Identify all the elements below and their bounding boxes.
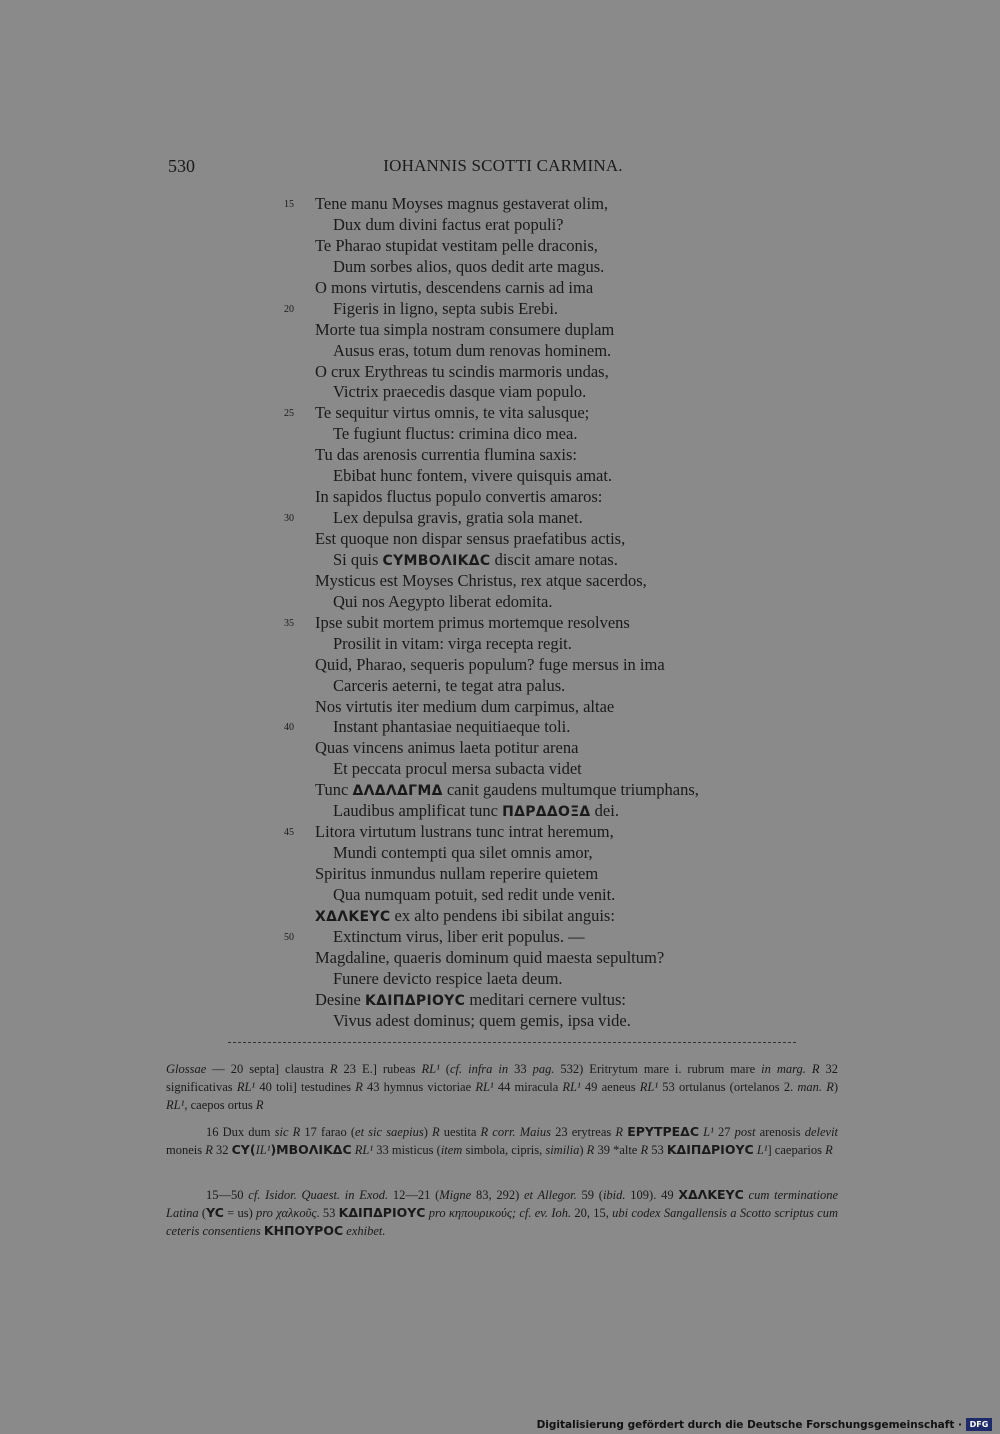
text-run: 59 ( [576, 1188, 603, 1202]
verse-line [0, 362, 1000, 383]
verse-text [315, 236, 598, 257]
italic-text: RL¹ [236, 1080, 256, 1095]
text-run: , caepos ortus [184, 1098, 256, 1113]
verse-line [0, 717, 1000, 738]
greek-word: ΔΛΔΛΔΓΜΔ [352, 783, 443, 800]
text-run: Ausus eras, totum dum renovas hominem. [333, 340, 612, 360]
greek-word: ΠΔΡΔΔΟΞΔ [502, 804, 591, 821]
italic-text: RL¹ [562, 1080, 581, 1095]
page-footer [0, 1414, 1000, 1434]
italic-text: L¹ [703, 1125, 714, 1139]
text-run: O crux Erythreas tu scindis marmoris undas, [315, 361, 609, 381]
verse-line [0, 738, 1000, 759]
text-run: 109). 49 [625, 1188, 679, 1202]
verse-line [0, 948, 1000, 969]
italic-text: R corr. Maius [480, 1125, 551, 1139]
verse-line [0, 1011, 1000, 1032]
italic-text: R [825, 1143, 833, 1158]
text-run: Spiritus inmundus nullam reperire quietem [315, 864, 599, 883]
verse-line [0, 634, 1000, 655]
verse-line [0, 508, 1000, 529]
italic-text: pro κηπουρικούς; cf. ev. Ioh. [428, 1206, 572, 1221]
verse-line [0, 927, 1000, 948]
text-run: 43 hymnus victoriae [362, 1080, 476, 1095]
text-run: 16 Dux dum [206, 1125, 275, 1139]
text-run: Funere devicto respice laeta deum. [333, 968, 563, 988]
text-run: Nos virtutis iter medium dum carpimus, altae [315, 696, 615, 716]
verse-text [333, 927, 585, 948]
text-run: Te sequitur virtus omnis, te vita salusque; [315, 403, 590, 423]
text-run: Qua numquam potuit, sed redit unde venit. [333, 884, 616, 904]
verse-text [333, 257, 604, 278]
verse-line [0, 257, 1000, 278]
verse-line [0, 382, 1000, 403]
verse-text [315, 990, 626, 1012]
italic-text: in marg. R [761, 1062, 820, 1076]
text-run: Instant phantasiae nequitiaeque toli. [333, 717, 571, 737]
verse-line [0, 529, 1000, 550]
italic-text: pag. [532, 1062, 555, 1076]
footnote-separator [228, 1042, 796, 1043]
text-run: Litora virtutum lustrans tunc intrat heremum, [315, 822, 614, 842]
verse-line [0, 320, 1000, 341]
text-run: 23 erytreas [550, 1125, 616, 1139]
verse-line [0, 487, 1000, 508]
verse-text [315, 320, 614, 341]
line-number: 45 [284, 827, 294, 839]
text-run: Qui nos Aegypto liberat edomita. [333, 591, 553, 611]
italic-text: R [586, 1143, 595, 1158]
text-run: ( [439, 1062, 450, 1076]
verse-text [315, 487, 602, 508]
italic-text: cf. infra in [449, 1062, 509, 1076]
verse-line [0, 571, 1000, 592]
italic-text: delevit [804, 1125, 839, 1139]
text-run: Tu das arenosis currentia flumina saxis: [315, 445, 577, 465]
text-run: Tunc [315, 780, 353, 800]
text-run: Prosilit in vitam: virga recepta regit. [333, 633, 572, 653]
apparatus-paragraph [166, 1186, 838, 1241]
verse-line [0, 424, 1000, 445]
text-run: canit gaudens multumque triumphans, [442, 780, 699, 800]
verse-line [0, 655, 1000, 676]
text-run: 32 [212, 1143, 232, 1158]
text-run: 23 E.] rubeas [337, 1062, 422, 1076]
verse-text [315, 571, 647, 592]
text-run: uestita [439, 1125, 481, 1139]
text-run: 20, 15, [571, 1206, 613, 1221]
verse-line [0, 822, 1000, 843]
verse-text [333, 759, 582, 780]
verse-text [333, 341, 611, 362]
greek-word: ΚΔΙΠΔΡΙΟΥC [338, 1205, 426, 1221]
dfg-logo: DFG [966, 1418, 992, 1431]
text-run: 44 miracula [493, 1080, 563, 1095]
verse-text [333, 969, 563, 990]
line-number: 40 [284, 722, 294, 734]
line-number: 30 [284, 513, 294, 525]
verse-text [315, 864, 598, 885]
italic-text: RL¹ [166, 1098, 185, 1113]
text-run: Si quis [333, 549, 383, 569]
text-run: O mons virtutis, descendens carnis ad ima [315, 277, 594, 297]
italic-text: pro [256, 1206, 273, 1221]
verse-text [315, 780, 699, 802]
text-run: Te Pharao stupidat vestitam pelle draconis, [315, 235, 598, 255]
greek-word: XΔΛΚΕΥC [315, 908, 391, 925]
italic-text: sic R [274, 1125, 301, 1139]
apparatus-paragraph [166, 1123, 838, 1159]
text-run: 83, 292) [471, 1188, 524, 1202]
greek-word: YC [206, 1205, 224, 1221]
text-run: ) [579, 1143, 587, 1158]
verse-line [0, 445, 1000, 466]
text-run: 17 farao ( [300, 1125, 356, 1139]
verse-text [333, 634, 572, 655]
verse-line [0, 780, 1000, 801]
text-run: Mundi contempti qua silet omnis amor, [333, 843, 593, 863]
greek-word: ΚΗΠΟΥΡΟC [263, 1223, 344, 1239]
verse-line [0, 194, 1000, 215]
text-run: Morte tua simpla nostram consumere duplam [315, 319, 615, 339]
greek-word: ΕΡΥΤΡΕΔC [627, 1124, 700, 1139]
text-run: moneis [166, 1143, 206, 1158]
verse-text [315, 655, 665, 676]
text-run: Te fugiunt fluctus: crimina dico mea. [333, 424, 578, 444]
verse-line [0, 403, 1000, 424]
italic-text: IL¹ [255, 1143, 271, 1158]
italic-text: R [640, 1143, 649, 1158]
text-run: = us) [223, 1206, 257, 1221]
text-run: 49 aeneus [580, 1080, 640, 1095]
verse-text [315, 362, 609, 383]
text-run: Lex depulsa gravis, gratia sola manet. [333, 508, 583, 528]
apparatus-variants [166, 1123, 838, 1159]
text-run: 33 misticus ( [373, 1143, 441, 1158]
text-run: Magdaline, quaeris dominum quid maesta sepultum? [315, 947, 665, 967]
poem-text [0, 194, 1000, 1032]
text-run: meditari cernere vultus: [465, 989, 626, 1009]
italic-text: man. R [797, 1080, 834, 1095]
text-run: dei. [590, 801, 619, 821]
italic-text: R [255, 1098, 264, 1113]
text-run: simbola, cipris, [462, 1143, 546, 1158]
verse-line [0, 676, 1000, 697]
text-run: Vivus adest dominus; quem gemis, ipsa vide. [333, 1010, 631, 1030]
apparatus-sources [166, 1186, 838, 1241]
text-run: 15—50 [206, 1188, 249, 1202]
italic-text: Migne [439, 1188, 472, 1202]
italic-text: ibid. [602, 1188, 626, 1202]
verse-text [333, 299, 558, 320]
text-run: Quas vincens animus laeta potitur arena [315, 738, 579, 758]
text-run: Figeris in ligno, septa subis Erebi. [333, 298, 559, 318]
verse-text [315, 278, 593, 299]
italic-text: cf. Isidor. Quaest. in Exod. [248, 1188, 389, 1202]
italic-text: item [440, 1143, 463, 1158]
verse-text [315, 738, 578, 759]
verse-line [0, 697, 1000, 718]
verse-line [0, 885, 1000, 906]
italic-text: L¹ [756, 1143, 768, 1158]
verse-text [315, 403, 589, 424]
line-number: 20 [284, 303, 294, 315]
italic-text: χαλκοῦς [276, 1206, 317, 1221]
verse-text [333, 717, 570, 738]
italic-text: post [734, 1125, 756, 1139]
verse-line [0, 592, 1000, 613]
greek-word: ΚΔΙΠΔΡΙΟΥC [364, 992, 466, 1009]
text-run: 53 ortulanus (ortelanos 2. [658, 1080, 798, 1095]
italic-text: RL¹ [475, 1080, 494, 1095]
verse-text [315, 822, 614, 843]
greek-word: )MBOΛIKΔC [270, 1142, 352, 1158]
italic-text: similia [545, 1143, 580, 1158]
verse-text [333, 885, 615, 906]
text-run: Et peccata procul mersa subacta videt [333, 759, 582, 779]
verse-line [0, 236, 1000, 257]
verse-text [333, 215, 564, 236]
greek-word: CYMBOΛIKΔC [382, 552, 491, 569]
text-run: Laudibus amplificat tunc [333, 801, 503, 821]
italic-text: R [355, 1080, 363, 1095]
verse-text [315, 613, 630, 634]
greek-word: ΚΔΙΠΔΡΙΟΥC [666, 1142, 754, 1158]
greek-word: CY( [231, 1142, 256, 1158]
verse-line [0, 613, 1000, 634]
italic-text: ubi codex Sangallensis a Scotto scriptus cum ceteris consentiens [166, 1206, 839, 1239]
text-run: Ipse subit mortem primus mortemque resolvens [315, 612, 630, 632]
text-run: Mysticus est Moyses Christus, rex atque sacerdos, [315, 570, 647, 590]
text-run: Quid, Pharao, sequeris populum? fuge mersus in ima [315, 654, 665, 674]
text-run: 12—21 ( [388, 1188, 440, 1202]
verse-text [333, 843, 593, 864]
verse-text [315, 948, 664, 969]
text-run: ( [198, 1206, 207, 1221]
italic-text: RL¹ [354, 1143, 374, 1158]
verse-line [0, 843, 1000, 864]
verse-text [333, 466, 612, 487]
page-number: 530 [168, 156, 195, 176]
verse-text [333, 508, 583, 529]
text-run: Desine [315, 989, 365, 1009]
text-run: ] caeparios [767, 1143, 826, 1158]
line-number: 15 [284, 199, 294, 210]
verse-line [0, 990, 1000, 1011]
verse-text [333, 382, 586, 403]
page-header [168, 156, 838, 180]
italic-text: R [615, 1125, 624, 1139]
text-run: — 20 septa] claustra [206, 1062, 330, 1076]
verse-line [0, 278, 1000, 299]
verse-line [0, 969, 1000, 990]
verse-text [333, 592, 553, 613]
text-run: 53 [648, 1143, 667, 1158]
italic-text: R [329, 1062, 338, 1076]
line-number: 50 [284, 931, 294, 943]
verse-line [0, 341, 1000, 362]
italic-text: R [205, 1143, 213, 1158]
verse-text [333, 676, 565, 697]
text-run: Ebibat hunc fontem, vivere quisquis amat. [333, 466, 613, 486]
verse-line [0, 906, 1000, 927]
verse-text [315, 445, 577, 466]
italic-text: RL¹ [421, 1062, 440, 1076]
italic-text: R [432, 1125, 440, 1139]
text-run: ex alto pendens ibi sibilat anguis: [390, 905, 615, 925]
running-title: IOHANNIS SCOTTI CARMINA. [383, 156, 623, 175]
verse-text [333, 550, 618, 572]
text-run: ) [423, 1125, 432, 1139]
verse-line [0, 801, 1000, 822]
verse-text [333, 1011, 631, 1032]
text-run: Tene manu Moyses magnus gestaverat olim, [315, 194, 609, 213]
verse-line [0, 215, 1000, 236]
text-run: Victrix praecedis dasque viam populo. [333, 382, 587, 402]
apparatus-paragraph [166, 1060, 838, 1115]
text-run: ) [833, 1080, 839, 1095]
italic-text: RL¹ [639, 1080, 659, 1095]
text-run: 32 significativas [166, 1062, 839, 1095]
italic-text: et sic saepius [355, 1125, 424, 1139]
text-run: Carceris aeterni, te tegat atra palus. [333, 675, 566, 695]
italic-text: et Allegor. [524, 1188, 577, 1202]
italic-text: cum terminatione Latina [166, 1188, 838, 1221]
italic-text: exhibet. [346, 1224, 386, 1239]
verse-line [0, 864, 1000, 885]
verse-line [0, 466, 1000, 487]
line-number: 35 [284, 617, 294, 629]
text-run: Dux dum divini factus erat populi? [333, 214, 564, 234]
apparatus-glossae [166, 1060, 838, 1115]
text-run: 33 [508, 1062, 533, 1076]
verse-text [315, 194, 608, 215]
text-run: . 53 [316, 1206, 339, 1221]
text-run: 39 *alte [594, 1143, 641, 1158]
text-run: arenosis [755, 1125, 805, 1139]
verse-text [333, 801, 619, 823]
verse-line [0, 299, 1000, 320]
text-run: Dum sorbes alios, quos dedit arte magus. [333, 256, 605, 276]
verse-text [333, 424, 577, 445]
funding-note: Digitalisierung gefördert durch die Deutsche Forschungsgemeinschaft · [536, 1419, 962, 1431]
text-run: In sapidos fluctus populo convertis amaros: [315, 487, 603, 507]
text-run: discit amare notas. [490, 549, 618, 569]
verse-text [315, 529, 625, 550]
text-run: 40 toli] testudines [255, 1080, 356, 1095]
verse-line [0, 759, 1000, 780]
text-run: Extinctum virus, liber erit populus. — [333, 926, 585, 946]
verse-text [315, 906, 615, 928]
text-run: 27 [713, 1125, 735, 1139]
italic-text: Glossae [166, 1062, 207, 1076]
text-run: 532) Eritrytum mare i. rubrum mare [554, 1062, 762, 1076]
line-number: 25 [284, 408, 294, 420]
verse-text [315, 697, 614, 718]
greek-word: XΔΛΚΕΥC [678, 1187, 744, 1202]
verse-line [0, 550, 1000, 571]
text-run: Est quoque non dispar sensus praefatibus actis, [315, 529, 626, 548]
